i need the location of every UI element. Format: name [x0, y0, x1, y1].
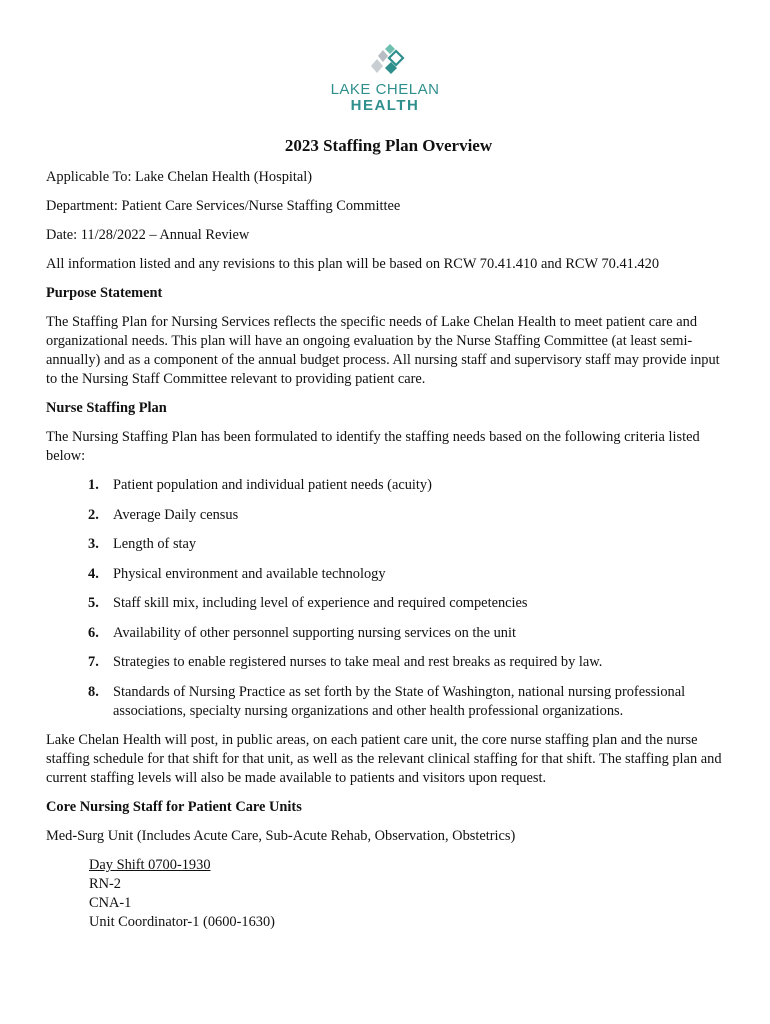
- criteria-number: 1.: [88, 477, 99, 493]
- criteria-text: Average Daily census: [113, 506, 239, 523]
- criteria-number: 6.: [88, 624, 99, 641]
- criteria-number: 3.: [88, 536, 99, 552]
- criteria-item: [88, 476, 731, 495]
- shift-line: CNA-1: [89, 895, 132, 911]
- criteria-text: Patient population and individual patient needs (acuity): [113, 477, 432, 493]
- purpose-heading: Purpose Statement: [46, 285, 163, 301]
- document-title: 2023 Staffing Plan Overview: [284, 136, 493, 155]
- criteria-text: Standards of Nursing Practice as set forth by the State of Washington, national nursing professional associations, specialty nursing organizations and other health professional organizations.: [113, 683, 686, 719]
- applicable-to: Applicable To: Lake Chelan Health (Hospital): [46, 169, 313, 185]
- logo: [0, 44, 770, 114]
- leaf-logo-icon: [363, 44, 407, 78]
- criteria-item: [88, 683, 731, 721]
- criteria-number: 2.: [88, 506, 99, 523]
- criteria-text: Physical environment and available technology: [113, 565, 386, 582]
- core-staff-heading: Core Nursing Staff for Patient Care Units: [46, 799, 302, 815]
- shift-line: Unit Coordinator-1 (0600-1630): [89, 914, 275, 930]
- criteria-list: [46, 476, 731, 721]
- rcw-statement: All information listed and any revisions to this plan will be based on RCW 70.41.410 and RCW 70.41.420: [46, 256, 660, 272]
- criteria-text: Staff skill mix, including level of experience and required competencies: [113, 595, 528, 611]
- purpose-text: The Staffing Plan for Nursing Services reflects the specific needs of Lake Chelan Health to meet patient care and organizational needs. This plan will have an ongoing evaluation by the Nurse Staffing Committee (at least semi-annually) and as a component of the annual budget process. All nursing staff and supervisory staff may provide input to the Nursing Staff Committee relevant to providing patient care.: [46, 314, 720, 387]
- plan-heading: Nurse Staffing Plan: [46, 400, 167, 416]
- criteria-number: 7.: [88, 654, 99, 670]
- department: Department: Patient Care Services/Nurse Staffing Committee: [46, 198, 401, 214]
- criteria-item: [88, 624, 731, 643]
- criteria-item: [88, 594, 731, 613]
- day-shift-block: [46, 856, 731, 932]
- date: Date: 11/28/2022 – Annual Review: [46, 227, 250, 243]
- criteria-number: 4.: [88, 565, 99, 582]
- criteria-text: Availability of other personnel supporting nursing services on the unit: [113, 624, 516, 641]
- criteria-number: 8.: [88, 683, 99, 700]
- logo-text-line2: HEALTH: [350, 97, 420, 114]
- criteria-item: [88, 565, 731, 584]
- criteria-item: [88, 535, 731, 554]
- criteria-number: 5.: [88, 595, 99, 611]
- criteria-item: [88, 506, 731, 525]
- criteria-text: Strategies to enable registered nurses to take meal and rest breaks as required by law.: [113, 654, 603, 670]
- shift-line: RN-2: [89, 876, 121, 892]
- logo-text-line1: LAKE CHELAN: [330, 81, 440, 98]
- posting-statement: Lake Chelan Health will post, in public areas, on each patient care unit, the core nurse staffing plan and the nurse staffing schedule for that shift for that unit, as well as the relevant clinical staffing for that shift. The staffing plan and current staffing levels will also be made available to patients and visitors upon request.: [46, 732, 722, 786]
- unit-name: Med-Surg Unit (Includes Acute Care, Sub-Acute Rehab, Observation, Obstetrics): [46, 828, 516, 844]
- document-body: [46, 136, 731, 932]
- criteria-item: [88, 653, 731, 672]
- plan-intro: The Nursing Staffing Plan has been formulated to identify the staffing needs based on the following criteria listed below:: [46, 429, 700, 464]
- shift-title: Day Shift 0700-1930: [89, 857, 211, 873]
- criteria-text: Length of stay: [113, 536, 197, 552]
